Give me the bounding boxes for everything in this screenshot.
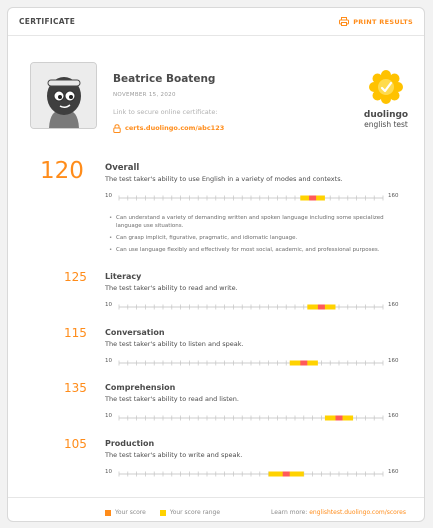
legend <box>105 509 220 516</box>
conversation-title: Conversation <box>105 328 165 337</box>
scale-max-label: 160 <box>388 193 399 199</box>
footer-divider <box>8 497 424 498</box>
conversation-score: 115 <box>64 326 87 340</box>
print-results-label: PRINT RESULTS <box>353 18 413 26</box>
production-description: The test taker's ability to write and speak. <box>105 451 243 459</box>
scale-track <box>117 302 385 312</box>
print-results-button[interactable] <box>339 15 413 29</box>
certificate-link-row[interactable] <box>113 118 224 137</box>
score-range-swatch <box>160 510 166 516</box>
scale-max-label: 160 <box>388 469 399 475</box>
comprehension-score: 135 <box>64 381 87 395</box>
scale-track <box>117 358 385 368</box>
overall-score: 120 <box>40 158 84 184</box>
score-marker <box>283 472 290 477</box>
top-bar <box>8 8 424 36</box>
certificate-link-label: Link to secure online certificate: <box>113 108 218 116</box>
conversation-description: The test taker's ability to listen and speak. <box>105 340 244 348</box>
page-title: CERTIFICATE <box>19 17 76 26</box>
list-item: • Can use language flexibly and effectively for most social, academic, and professional purposes. <box>109 246 409 254</box>
list-item: • Can understand a variety of demanding written and spoken language including some specialized language use situations. <box>109 214 409 230</box>
scale-min-label: 10 <box>105 413 112 419</box>
test-date: NOVEMBER 15, 2020 <box>113 92 176 98</box>
duolingo-badge-icon <box>369 70 403 104</box>
overall-title: Overall <box>105 163 140 173</box>
certificate-link[interactable]: certs.duolingo.com/abc123 <box>125 123 225 132</box>
overall-descriptors <box>109 214 409 258</box>
legend-range-label: Your score range <box>169 509 221 516</box>
literacy-score: 125 <box>64 270 87 284</box>
learn-more <box>271 509 406 516</box>
production-title: Production <box>105 439 155 448</box>
certificate-card <box>7 7 425 522</box>
scale-max-label: 160 <box>388 302 399 308</box>
comprehension-title: Comprehension <box>105 383 176 392</box>
learn-more-label: Learn more: <box>271 509 308 516</box>
comprehension-description: The test taker's ability to read and listen. <box>105 395 239 403</box>
scale-track <box>117 193 385 203</box>
production-scale <box>105 469 403 479</box>
scale-min-label: 10 <box>105 193 112 199</box>
avatar <box>30 62 97 129</box>
score-marker <box>309 196 316 201</box>
scale-track <box>117 469 385 479</box>
scale-max-label: 160 <box>388 358 399 364</box>
score-marker <box>300 361 307 366</box>
learn-more-link[interactable]: englishtest.duolingo.com/scores <box>309 509 406 516</box>
your-score-swatch <box>105 510 111 516</box>
list-item: • Can grasp implicit, figurative, pragmatic, and idiomatic language. <box>109 234 409 242</box>
scale-max-label: 160 <box>388 413 399 419</box>
brand-subtitle: english test <box>364 120 408 129</box>
literacy-title: Literacy <box>105 272 142 281</box>
literacy-scale <box>105 302 403 312</box>
candidate-name: Beatrice Boateng <box>113 73 216 85</box>
score-marker <box>318 305 325 310</box>
literacy-description: The test taker's ability to read and write. <box>105 284 238 292</box>
scale-track <box>117 413 385 423</box>
scale-min-label: 10 <box>105 469 112 475</box>
printer-icon <box>339 17 349 28</box>
score-marker <box>336 416 343 421</box>
duolingo-logo <box>358 70 414 129</box>
scale-min-label: 10 <box>105 358 112 364</box>
production-score: 105 <box>64 437 87 451</box>
lock-icon <box>113 118 121 137</box>
conversation-scale <box>105 358 403 368</box>
brand-name: duolingo <box>363 110 409 120</box>
legend-score-label: Your score <box>115 509 146 516</box>
comprehension-scale <box>105 413 403 423</box>
overall-description: The test taker's ability to use English in a variety of modes and contexts. <box>105 175 343 183</box>
scale-min-label: 10 <box>105 302 112 308</box>
overall-scale <box>105 193 403 203</box>
